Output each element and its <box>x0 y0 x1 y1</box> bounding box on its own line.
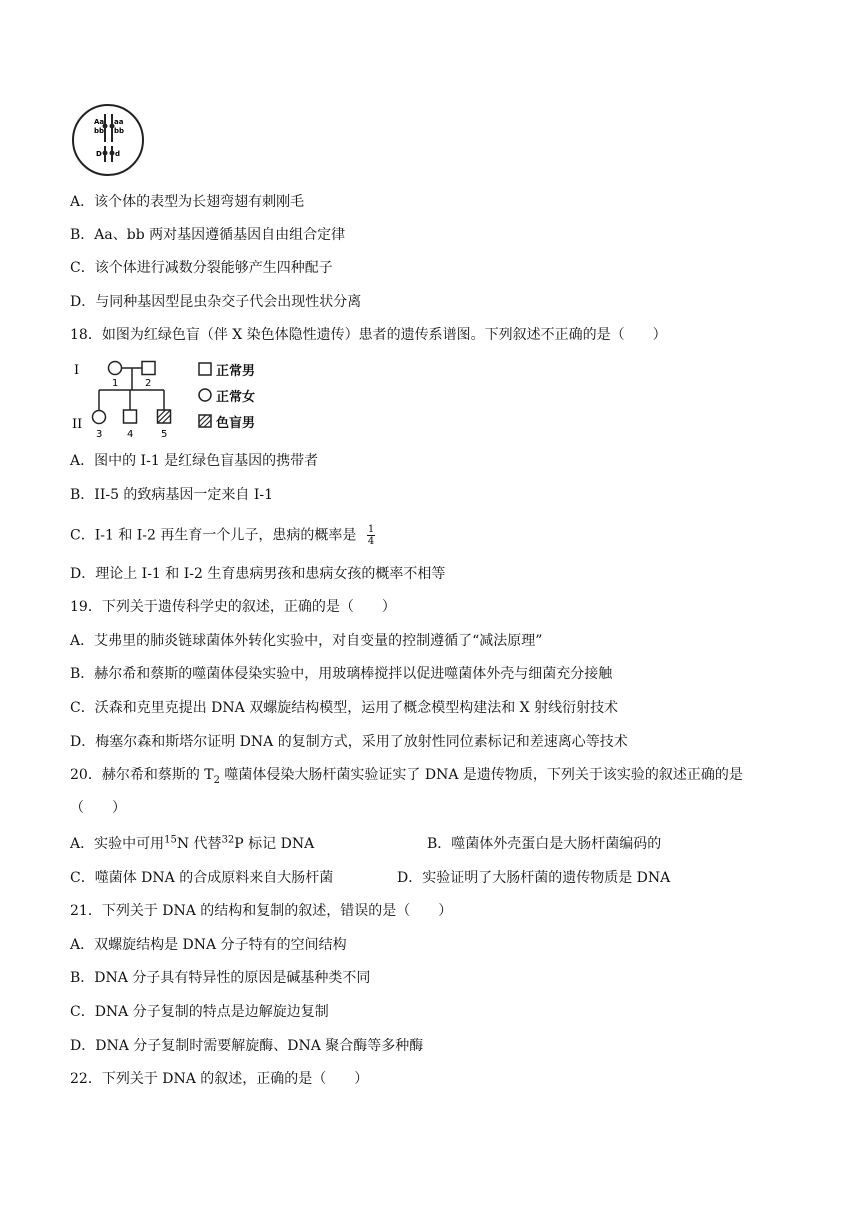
q17-option-b: B．Aa、bb 两对基因遵循基因自由组合定律 <box>70 227 346 243</box>
q22-stem: 22．下列关于 DNA 的叙述，正确的是（ ） <box>70 1071 369 1087</box>
q20-option-a-part: A．实验中可用 <box>70 836 165 852</box>
q18-option-a: A．图中的 I-1 是红绿色盲基因的携带者 <box>70 453 319 469</box>
individual-label: 4 <box>127 429 134 440</box>
allele-label: d <box>115 150 121 158</box>
q20-option-c: C．噬菌体 DNA 的合成原料来自大肠杆菌 <box>70 870 334 886</box>
circle-icon <box>198 388 212 402</box>
allele-label: D <box>96 150 102 158</box>
q19-stem: 19．下列关于遗传科学史的叙述，正确的是（ ） <box>70 599 396 615</box>
q21-option-b: B．DNA 分子具有特异性的原因是碱基种类不同 <box>70 970 371 986</box>
hatched-square-icon <box>198 414 212 428</box>
chromosome-cell-figure <box>70 100 150 180</box>
q20-option-d: D．实验证明了大肠杆菌的遗传物质是 DNA <box>397 870 671 886</box>
q20-stem-paren: （ ） <box>70 800 126 816</box>
q21-option-d: D．DNA 分子复制时需要解旋酶、DNA 聚合酶等多种酶 <box>70 1038 424 1054</box>
fraction-denominator: 4 <box>367 536 375 547</box>
legend-label: 正常男 <box>216 363 256 379</box>
q18-option-b: B．II-5 的致病基因一定来自 I-1 <box>70 487 274 503</box>
isotope-sup: 15 <box>164 834 177 846</box>
individual-label: 5 <box>161 429 168 440</box>
q21-stem: 21．下列关于 DNA 的结构和复制的叙述，错误的是（ ） <box>70 903 453 919</box>
q19-option-b: B．赫尔希和蔡斯的噬菌体侵染实验中，用玻璃棒搅拌以促进噬菌体外壳与细菌充分接触 <box>70 666 613 682</box>
q17-option-a: A．该个体的表型为长翅弯翅有刺刚毛 <box>70 194 305 210</box>
legend-affected-male <box>198 408 255 434</box>
legend-normal-male <box>198 356 255 382</box>
generation-label: II <box>72 417 83 432</box>
legend-normal-female <box>198 382 255 408</box>
q21-option-a: A．双螺旋结构是 DNA 分子特有的空间结构 <box>70 937 347 953</box>
allele-label: bb <box>114 127 125 135</box>
q17-option-d: D．与同种基因型昆虫杂交子代会出现性状分离 <box>70 294 362 310</box>
q18-option-c <box>70 524 375 547</box>
individual-label: 3 <box>96 429 103 440</box>
q19-option-c: C．沃森和克里克提出 DNA 双螺旋结构模型，运用了概念模型构建法和 X 射线衍射技术 <box>70 700 619 716</box>
q20-stem <box>70 765 743 785</box>
individual-label: 2 <box>145 378 152 389</box>
q20-stem-sub: 2 <box>213 774 220 786</box>
q20-stem-part: 噬菌体侵染大肠杆菌实验证实了 DNA 是遗传物质，下列关于该实验的叙述正确的是 <box>219 767 743 783</box>
allele-label: Aa <box>94 118 105 126</box>
isotope-sup: 32 <box>221 834 235 846</box>
q20-option-b: B．噬菌体外壳蛋白是大肠杆菌编码的 <box>427 836 662 852</box>
q17-option-c: C．该个体进行减数分裂能够产生四种配子 <box>70 260 333 276</box>
individual-label: 1 <box>112 378 119 389</box>
legend-label: 正常女 <box>216 389 256 405</box>
q18-option-d: D．理论上 I-1 和 I-2 生育患病男孩和患病女孩的概率不相等 <box>70 566 446 582</box>
allele-label: aa <box>114 118 124 126</box>
pedigree-legend <box>198 356 255 434</box>
q19-option-d: D．梅塞尔森和斯塔尔证明 DNA 的复制方式，采用了放射性同位素标记和差速离心等技术 <box>70 734 628 750</box>
legend-label: 色盲男 <box>216 415 256 431</box>
q20-option-a-part: P 标记 DNA <box>234 836 315 852</box>
q20-stem-part: 20．赫尔希和蔡斯的 T <box>70 767 214 783</box>
fraction <box>367 524 375 547</box>
q18-option-c-text: C．I-1 和 I-2 再生育一个儿子，患病的概率是 <box>70 527 357 544</box>
q19-option-a: A．艾弗里的肺炎链球菌体外转化实验中，对自变量的控制遵循了“减法原理” <box>70 633 543 649</box>
square-icon <box>198 362 212 376</box>
generation-label: I <box>74 363 80 378</box>
q20-option-a <box>70 834 314 854</box>
fraction-numerator: 1 <box>367 524 375 535</box>
q20-option-a-part: N 代替 <box>176 836 222 852</box>
q18-stem: 18．如图为红绿色盲（伴 X 染色体隐性遗传）患者的遗传系谱图。下列叙述不正确的是（ ） <box>70 327 667 343</box>
allele-label: bb <box>94 127 105 135</box>
q21-option-c: C．DNA 分子复制的特点是边解旋边复制 <box>70 1004 329 1020</box>
